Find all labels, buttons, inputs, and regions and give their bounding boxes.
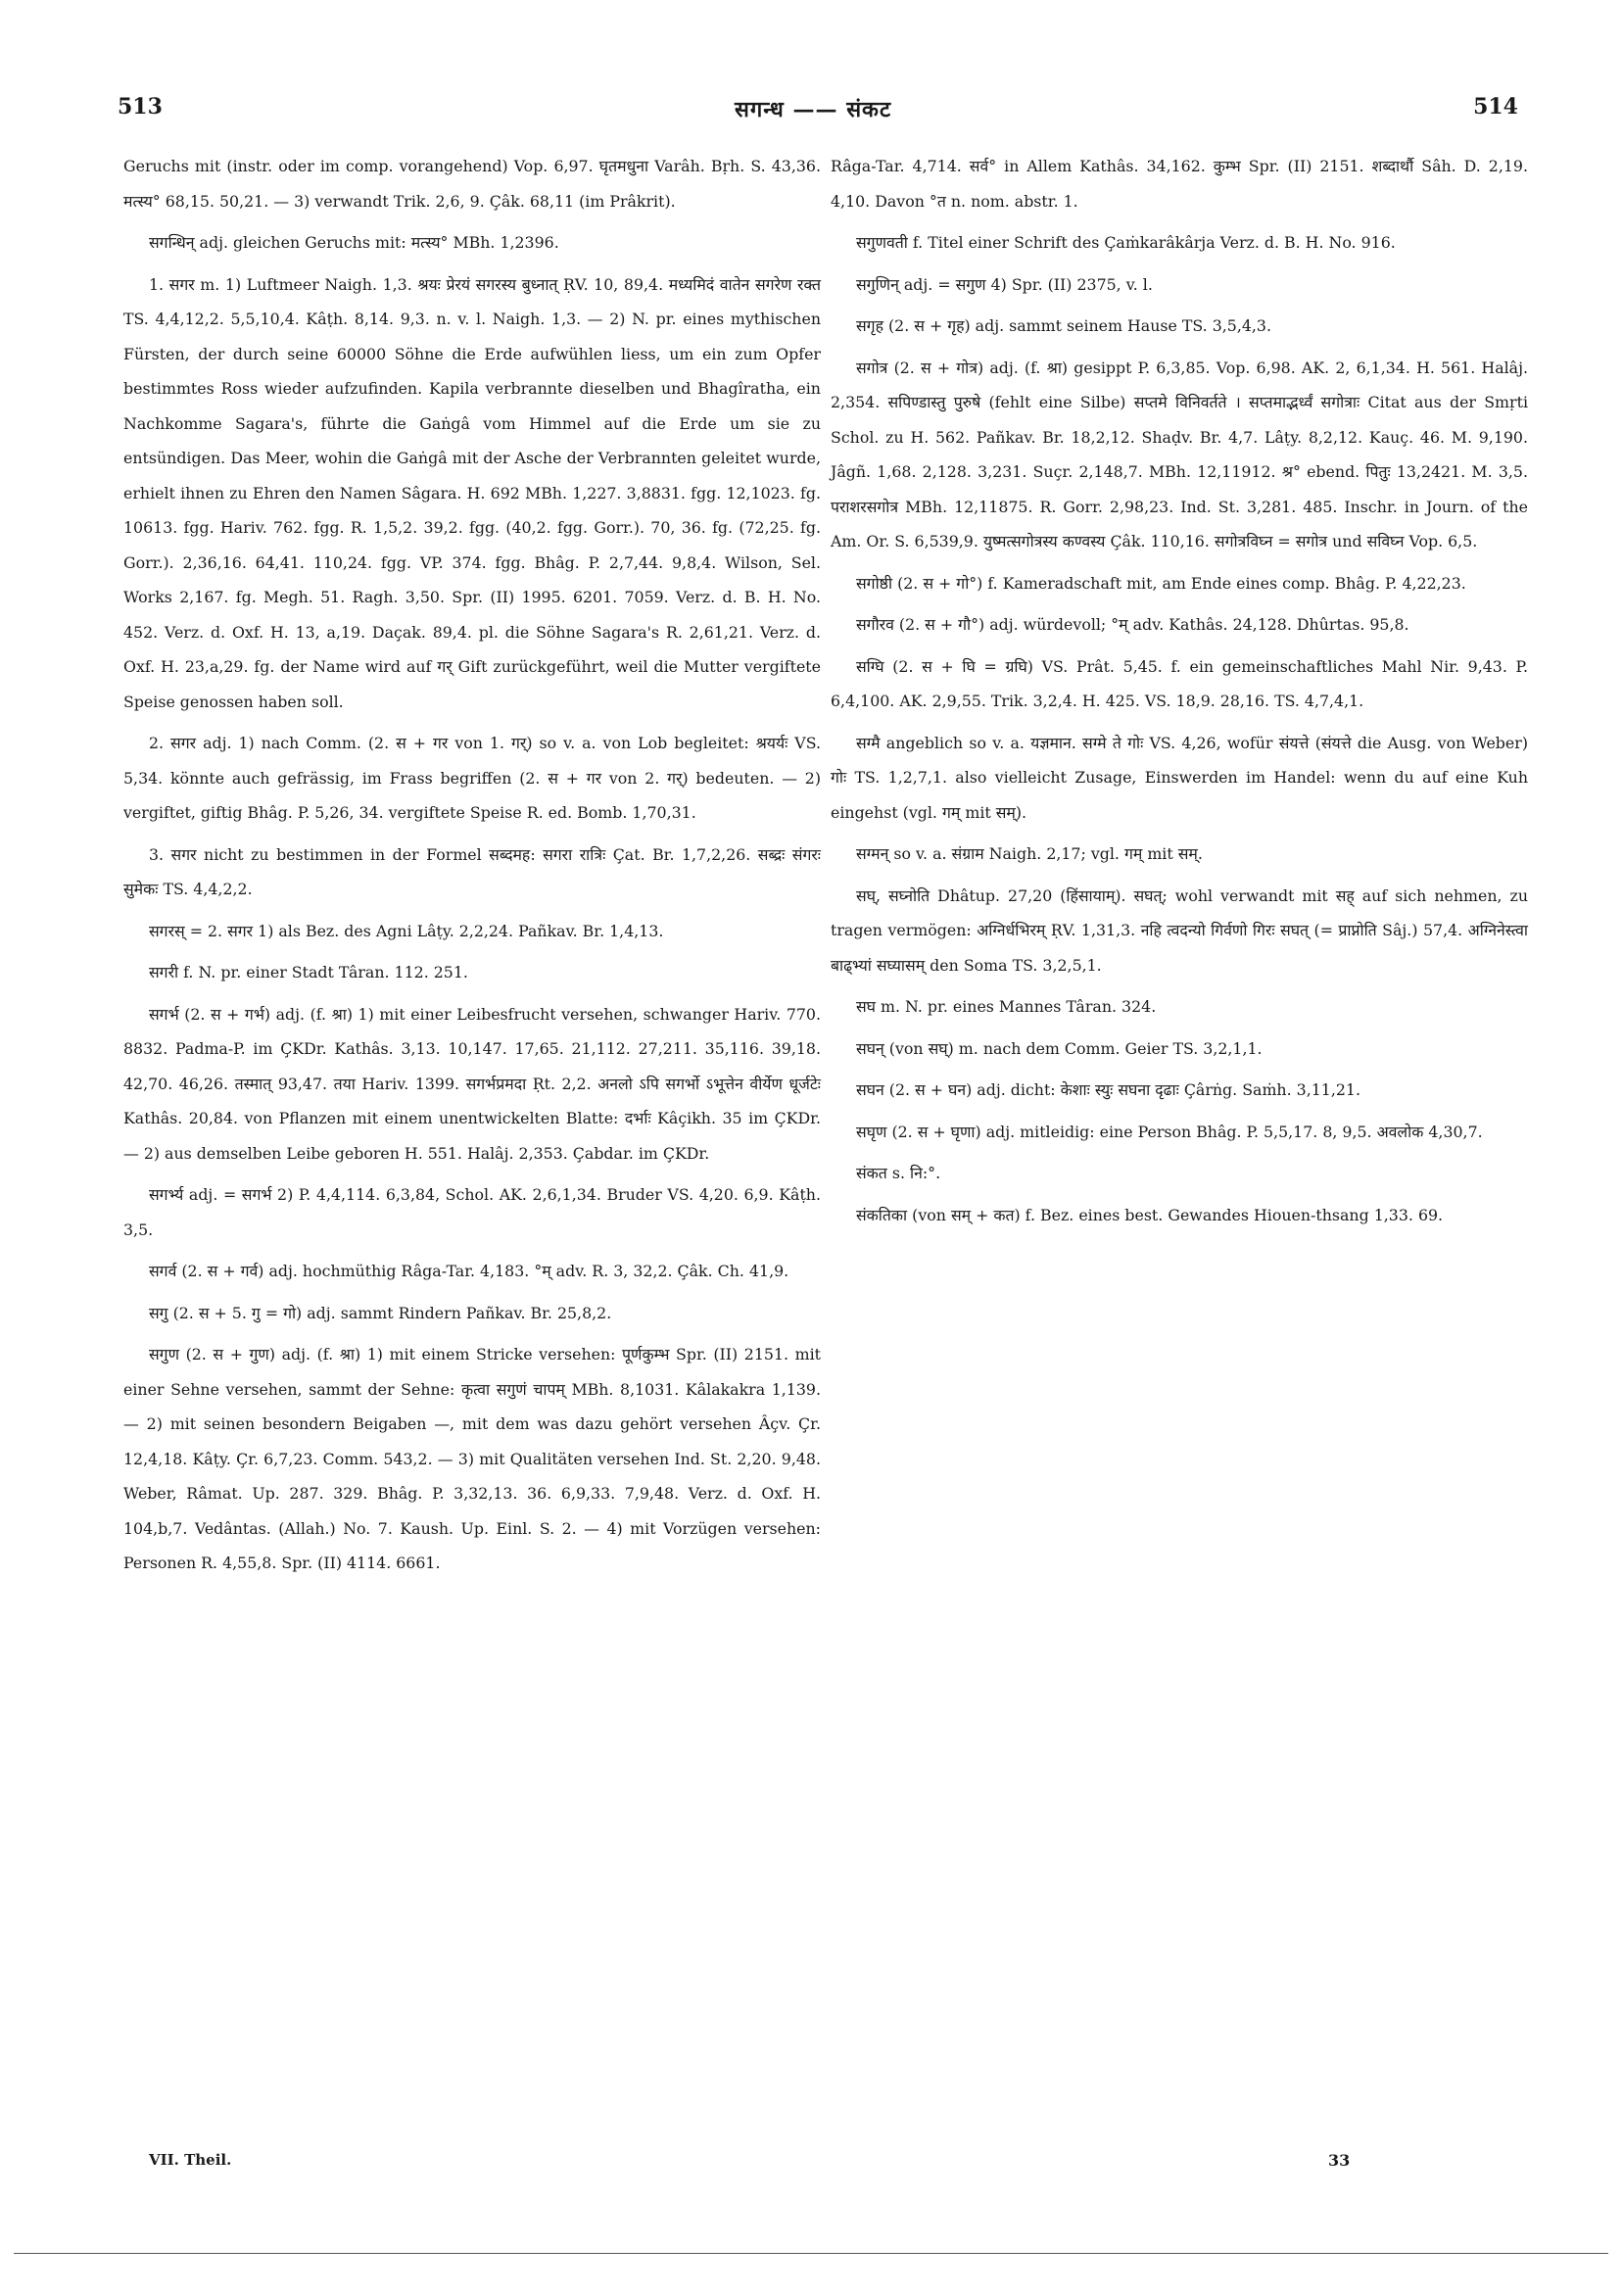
dictionary-entry: सगुणिन् adj. = सगुण 4) Spr. (II) 2375, v. l. — [856, 274, 1153, 294]
dictionary-entry: सगुण (2. स + गुण) adj. (f. श्रा) 1) mit einem Stricke versehen: पूर्णकुम्भ Spr. (II) 2151. mit einer Sehne versehen, sammt der Sehne: कृत्वा सगुणं चापम् MBh. 8,1031. Kâlakakra 1,139. — 2) mit seinen besondern Beigaben —, mit dem was dazu gehört versehen Âçv. Çr. 12,4,18. Kâṭy. Çr. 6,7,23. Comm. 543,2. — 3) mit Qualitäten versehen Ind. St. 2,20. 9,48. Weber, Râmat. Up. 287. 329. Bhâg. P. 3,32,13. 36. 6,9,33. 7,9,48. Verz. d. Oxf. H. 104,b,7. Vedântas. (Allah.) No. 7. Kaush. Up. Einl. S. 2. — 4) mit Vorzügen versehen: Personen R. 4,55,8. Spr. (II) 4114. 6661. — [123, 1345, 821, 1572]
bottom-rule — [14, 2253, 1608, 2254]
dictionary-entry: सगन्धिन् adj. gleichen Geruchs mit: मत्स्य° MBh. 1,2396. — [149, 233, 559, 252]
page-number-right: 514 — [1473, 94, 1518, 120]
dictionary-entry: सगर्भ्य adj. = सगर्भ 2) P. 4,4,114. 6,3,84, Schol. AK. 2,6,1,34. Bruder VS. 4,20. 6,9. Kâṭh. 3,5. — [123, 1185, 821, 1239]
dictionary-entry: सघ्, सघ्नोति Dhâtup. 27,20 (हिंसायाम्). सघत्; wohl verwandt mit सह् auf sich nehmen, zu tragen vermögen: अग्निर्धभिरम् ṚV. 1,31,3. नहि त्वदन्यो गिर्वणो गिरः सघत् (= प्राप्नोति Sâj.) 57,4. अग्निनेस्त्वा बाढ्भ्यां सघ्यासम् den Soma TS. 3,2,5,1. — [831, 885, 1528, 975]
dictionary-entry: सगृह (2. स + गृह) adj. sammt seinem Hause TS. 3,5,4,3. — [856, 316, 1271, 335]
dictionary-entry: सघन् (von सघ्) m. nach dem Comm. Geier TS. 3,2,1,1. — [856, 1038, 1263, 1058]
dictionary-entry: सग्मै angeblich so v. a. यज्ञमान. सग्मे ते गोः VS. 4,26, wofür संयत्ते (संयत्ते die Ausg. von Weber) गोः TS. 1,2,7,1. also vielleicht Zusage, Einswerden im Handel: wenn du auf eine Kuh eingehst (vgl. गम् mit सम्). — [831, 733, 1528, 822]
left-column — [123, 149, 821, 1588]
volume-label: VII. Theil. — [149, 2151, 232, 2169]
right-column — [831, 149, 1528, 1239]
dictionary-entry: 3. सगर nicht zu bestimmen in der Formel सब्दमह: सगरा रात्रिः Çat. Br. 1,7,2,26. सब्द्रः संगरः सुमेकः TS. 4,4,2,2. — [123, 844, 821, 898]
dictionary-entry: 1. सगर m. 1) Luftmeer Naigh. 1,3. श्रयः प्रेरयं सगरस्य बुध्नात् ṚV. 10, 89,4. मध्यमिदं वातेन सगरेण रक्त TS. 4,4,12,2. 5,5,10,4. Kâṭh. 8,14. 9,3. n. v. l. Naigh. 1,3. — 2) N. pr. eines mythischen Fürsten, der durch seine 60000 Söhne die Erde aufwühlen liess, um ein zum Opfer bestimmtes Ross wieder aufzufinden. Kapila verbrannte dieselben und Bhagîratha, ein Nachkomme Sagara's, führte die Gaṅgâ vom Himmel auf die Erde um sie zu entsündigen. Das Meer, wohin die Gaṅgâ mit der Asche der Verbrannten geleitet wurde, erhielt ihnen zu Ehren den Namen Sâgara. H. 692 MBh. 1,227. 3,8831. fgg. 12,1023. fg. 10613. fgg. Hariv. 762. fgg. R. 1,5,2. 39,2. fgg. (40,2. fgg. Gorr.). 70, 36. fg. (72,25. fg. Gorr.). 2,36,16. 64,41. 110,24. fgg. VP. 374. fgg. Bhâg. P. 2,7,44. 9,8,4. Wilson, Sel. Works 2,167. fg. Megh. 51. Ragh. 3,50. Spr. (II) 1995. 6201. 7059. Verz. d. B. H. No. 452. Verz. d. Oxf. H. 13, a,19. Daçak. 89,4. pl. die Söhne Sagara's R. 2,61,21. Verz. d. Oxf. H. 23,a,29. fg. der Name wird auf गर् Gift zurückgeführt, weil die Mutter vergiftete Speise genossen haben soll. — [123, 274, 821, 711]
dictionary-entry: Râga-Tar. 4,714. सर्व° in Allem Kathâs. 34,162. कुम्भ Spr. (II) 2151. शब्दार्थौ Sâh. D. 2,19. 4,10. Davon °त n. nom. abstr. 1. — [831, 157, 1528, 211]
dictionary-entry: सगोत्र (2. स + गोत्र) adj. (f. श्रा) gesippt P. 6,3,85. Vop. 6,98. AK. 2, 6,1,34. H. 561. Halâj. 2,354. सपिण्डास्तु पुरुषे (fehlt eine Silbe) सप्तमे विनिवर्तते । सप्तमाद्भर्ध्वं सगोत्राः Citat aus der Smṛti Schol. zu H. 562. Pañkav. Br. 18,2,12. Shaḍv. Br. 4,7. Lâṭy. 8,2,12. Kauç. 46. M. 9,190. Jâgñ. 1,68. 2,128. 3,231. Suçr. 2,148,7. MBh. 12,11912. श्र° ebend. पितुः 13,2421. M. 3,5. पराशरसगोत्र MBh. 12,11875. R. Gorr. 2,98,23. Ind. St. 3,281. 485. Inschr. in Journ. of the Am. Or. S. 6,539,9. युष्मत्सगोत्रस्य कण्वस्य Çâk. 110,16. सगोत्रविघ्न = सगोत्र und सविघ्न Vop. 6,5. — [831, 358, 1528, 550]
dictionary-entry: संकत s. नि:°. — [856, 1164, 941, 1182]
running-head-dash: —— — [792, 97, 838, 122]
running-head-last: संकट — [846, 97, 892, 122]
dictionary-entry: सगोष्ठी (2. स + गो°) f. Kameradschaft mit, am Ende eines comp. Bhâg. P. 4,22,23. — [856, 573, 1466, 593]
dictionary-entry: सगर्व (2. स + गर्व) adj. hochmüthig Râga-Tar. 4,183. °म् adv. R. 3, 32,2. Çâk. Ch. 41,9. — [149, 1262, 789, 1280]
dictionary-entry: सघृण (2. स + घृणा) adj. mitleidig: eine Person Bhâg. P. 5,5,17. 8, 9,5. अवलोक 4,30,7. — [856, 1122, 1483, 1141]
dictionary-entry: सगर्भ (2. स + गर्भ) adj. (f. श्रा) 1) mit einer Leibesfrucht versehen, schwanger Hariv. 770. 8832. Padma-P. im ÇKDr. Kathâs. 3,13. 10,147. 17,65. 21,112. 27,211. 35,116. 39,18. 42,70. 46,26. तस्मात् 93,47. तया Hariv. 1399. सगर्भप्रमदा Ṛt. 2,2. अनलो ऽपि सगर्भो ऽभूत्तेन वीर्येण धूर्जटेः Kathâs. 20,84. von Pflanzen mit einem unentwickelten Blatte: दर्भाः Kâçikh. 35 im ÇKDr. — 2) aus demselben Leibe geboren H. 551. Halâj. 2,353. Çabdar. im ÇKDr. — [123, 1004, 821, 1163]
dictionary-entry: 2. सगर adj. 1) nach Comm. (2. स + गर von 1. गर्) so v. a. von Lob begleitet: श्रयर्यः VS. 5,34. könnte auch gefrässig, im Frass begriffen (2. स + गर von 2. गर्) bedeuten. — 2) vergiftet, giftig Bhâg. P. 5,26, 34. vergiftete Speise R. ed. Bomb. 1,70,31. — [123, 734, 821, 822]
dictionary-entry: सघ m. N. pr. eines Mannes Târan. 324. — [856, 997, 1157, 1016]
running-head — [108, 94, 1518, 123]
signature-mark: 33 — [1328, 2151, 1351, 2170]
dictionary-entry: सग्मन् so v. a. संग्राम Naigh. 2,17; vgl. गम् mit सम्. — [856, 844, 1203, 863]
dictionary-entry: सगरस् = 2. सगर 1) als Bez. des Agni Lâṭy. 2,2,24. Pañkav. Br. 1,4,13. — [149, 921, 664, 940]
dictionary-entry: Geruchs mit (instr. oder im comp. vorangehend) Vop. 6,97. घृतमधुना Varâh. Bṛh. S. 43,36. मत्स्य° 68,15. 50,21. — 3) verwandt Trik. 2,6, 9. Çâk. 68,11 (im Prâkrit). — [123, 157, 821, 211]
dictionary-entry: सगुणवती f. Titel einer Schrift des Çaṁkarâkârja Verz. d. B. H. No. 916. — [856, 233, 1396, 252]
dictionary-entry: सघन (2. स + घन) adj. dicht: केशाः स्युः सघना दृढाः Çârṅg. Saṁh. 3,11,21. — [856, 1080, 1360, 1099]
dictionary-entry: संकतिका (von सम् + कत) f. Bez. eines best. Gewandes Hiouen-thsang 1,33. 69. — [856, 1205, 1444, 1224]
page-header — [108, 94, 1518, 133]
running-head-first: सगन्ध — [734, 97, 785, 122]
dictionary-entry: सगु (2. स + 5. गु = गो) adj. sammt Rindern Pañkav. Br. 25,8,2. — [149, 1303, 612, 1322]
dictionary-entry: सगौरव (2. स + गौ°) adj. würdevoll; °म् adv. Kathâs. 24,128. Dhûrtas. 95,8. — [856, 615, 1409, 634]
page-number-left: 513 — [118, 94, 163, 120]
dictionary-entry: सग्घि (2. स + घि = ग्रघि) VS. Prât. 5,45. f. ein gemeinschaftliches Mahl Nir. 9,43. P. 6,4,100. AK. 2,9,55. Trik. 3,2,4. H. 425. VS. 18,9. 28,16. TS. 4,7,4,1. — [831, 656, 1528, 710]
dictionary-entry: सगरी f. N. pr. einer Stadt Târan. 112. 251. — [149, 963, 468, 981]
